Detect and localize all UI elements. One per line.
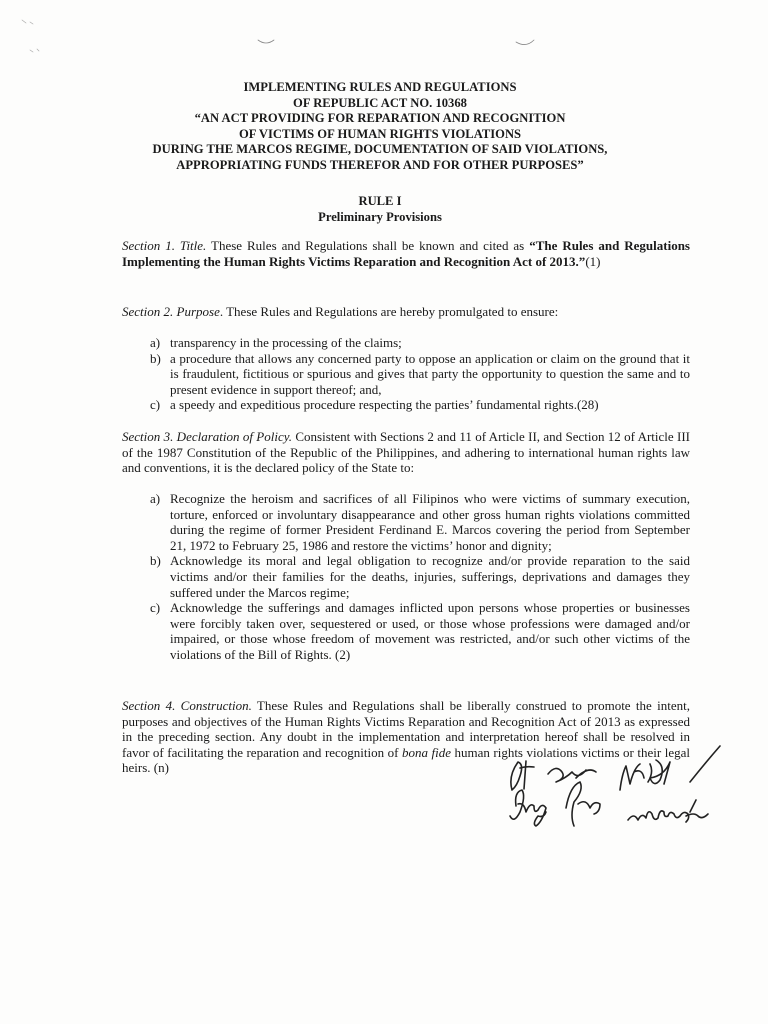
section-1-text: These Rules and Regulations shall be known and cited as — [206, 238, 530, 253]
section-1 — [122, 238, 690, 269]
section-2-heading: Section 2. Purpose — [122, 304, 220, 319]
scan-mark — [22, 20, 39, 52]
list-text: Recognize the heroism and sacrifices of all Filipinos who were victims of summary execution, torture, enforced or involuntary disappearance and other gross human rights violations committed during the regime of former President Ferdinand E. Marcos covering the period from September 21, 1972 to February 25, 1986 and restore the victims’ honor and dignity; — [170, 491, 690, 553]
list-item — [150, 553, 690, 600]
list-text: a procedure that allows any concerned party to oppose an application or claim on the ground that it is fraudulent, fictitious or spurious and gives that party the opportunity to question the same and to present evidence in support thereof; and, — [170, 350, 690, 397]
list-marker: c) — [150, 600, 161, 616]
signature-stroke — [510, 790, 546, 826]
section-2-text: . These Rules and Regulations are hereby promulgated to ensure: — [219, 304, 559, 319]
signature-stroke — [566, 782, 600, 826]
scan-mark — [258, 40, 274, 43]
signature-stroke — [628, 800, 696, 822]
section-1-citation: “The Rules and Regulations Implementing the Human Rights Victims Reparation and Recognition Act of 2013.” — [122, 238, 690, 269]
rule-number: RULE I — [358, 194, 402, 208]
list-marker: b) — [150, 350, 161, 366]
header-line: DURING THE MARCOS REGIME, DOCUMENTATION OF SAID VIOLATIONS, — [152, 142, 608, 156]
header-line: “AN ACT PROVIDING FOR REPARATION AND RECOGNITION — [194, 111, 566, 125]
list-item — [150, 397, 690, 413]
signature-stroke — [686, 814, 708, 818]
section-4-italic: bona fide — [401, 744, 451, 760]
section-1-heading: Section 1. Title. — [122, 238, 207, 253]
header-line: OF VICTIMS OF HUMAN RIGHTS VIOLATIONS — [238, 126, 522, 141]
section-3-text: Consistent with Sections 2 and 11 of Article II, and Section 12 of Article III of the 1987 Constitution of the Republic of the Philippines, and adhering to international human rights law and conventions, it is the declared policy of the State to: — [122, 429, 690, 476]
list-text: a speedy and expeditious procedure respecting the parties’ fundamental rights.(28) — [170, 397, 599, 413]
list-marker: c) — [150, 397, 161, 413]
section-2-list — [150, 335, 690, 413]
signature-stroke — [690, 746, 720, 782]
list-text: Acknowledge its moral and legal obligation to recognize and/or provide reparation to the said victims and/or their families for the deaths, injuries, sufferings, deprivations and damages they suffered under the Marcos regime; — [170, 553, 690, 600]
rule-heading — [100, 194, 660, 225]
section-4 — [122, 698, 690, 776]
list-item — [150, 491, 690, 553]
header-line: APPROPRIATING FUNDS THEREFOR AND FOR OTHER PURPOSES” — [176, 157, 584, 172]
list-marker: b) — [150, 553, 161, 569]
header-line: OF REPUBLIC ACT NO. 10368 — [293, 95, 467, 110]
section-2 — [122, 304, 690, 320]
section-3-heading: Section 3. Declaration of Policy. — [122, 429, 293, 444]
section-3 — [122, 429, 690, 476]
section-4-heading: Section 4. Construction. — [122, 698, 252, 713]
section-4-text: These Rules and Regulations shall be liberally construed to promote the intent, purposes and objectives of the Human Rights Victims Reparation and Recognition Act of 2013 as expressed in the preceding section. Any doubt in the implementation and interpretation hereof shall be resolved in favor of facilitating the reparation and recognition of — [122, 698, 690, 760]
document-header — [100, 80, 660, 173]
section-4-tail: human rights violations victims or their legal heirs. (n) — [122, 744, 690, 776]
section-3-list — [150, 491, 690, 663]
list-item — [150, 351, 690, 398]
list-marker: a) — [150, 491, 161, 506]
list-text: transparency in the processing of the claims; — [170, 335, 402, 350]
list-text: Acknowledge the sufferings and damages inflicted upon persons whose properties or businesses were forcibly taken over, sequestered or used, or those whose professions were damaged and/or impaired, or those whose freedom of movement was restricted, and/or such other victims of the violations of the Bill of Rights. (2) — [170, 600, 690, 662]
section-1-ref: (1) — [585, 253, 601, 269]
list-item — [150, 335, 690, 351]
list-marker: a) — [150, 335, 161, 350]
header-line: IMPLEMENTING RULES AND REGULATIONS — [243, 80, 517, 94]
scan-mark — [516, 40, 534, 45]
rule-title: Preliminary Provisions — [318, 209, 442, 224]
list-item — [150, 600, 690, 662]
